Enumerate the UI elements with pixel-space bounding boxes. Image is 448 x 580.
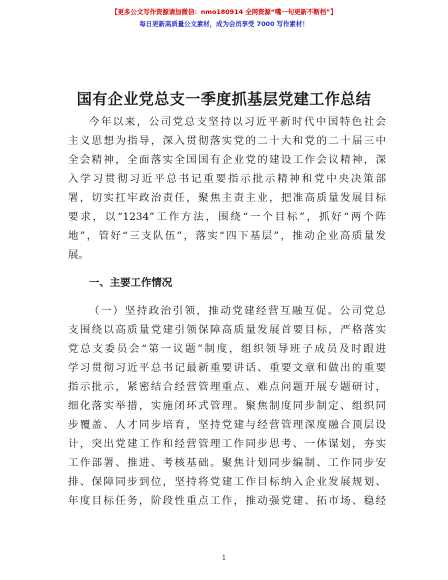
section-paragraph	[68, 302, 386, 511]
promo-banner-line-1: 【更多公文写作资源请加微信：nmo180914 全网资源“嘴一句更新不断档”】	[111, 8, 337, 16]
paragraph-line: 工作部署、推进、考核基础。聚焦计划同步编制、工作同步安	[68, 457, 386, 469]
paragraph-line: 地”，管好“三支队伍”，落实“四下基层”，推动企业高质量发	[68, 230, 386, 242]
document-body	[68, 113, 386, 511]
paragraph-line: 排、保障同步到位，坚持将党建工作目标纳入企业发展规划、	[68, 476, 386, 488]
paragraph-line: 署，切实扛牢政治责任，聚焦主责主业，把准高质量发展目标	[68, 192, 386, 204]
paragraph-line: （一）坚持政治引领，推动党建经营互融互促。公司党总	[89, 305, 386, 317]
paragraph-line: 细化落实举措，实施闭环式管理。聚焦制度同步制定、组织同	[68, 400, 386, 412]
paragraph-line: 入学习贯彻习近平总书记重要指示批示精神和党中央决策部	[68, 173, 386, 185]
document-title: 国有企业党总支一季度抓基层党建工作总结	[76, 90, 372, 108]
paragraph-line: 支围绕以高质量党建引领保障高质量发展首要目标，严格落实	[68, 324, 386, 336]
paragraph-line: 要求，以“1234”工作方法，围绕“一个目标”，抓好“两个阵	[68, 211, 386, 223]
paragraph-line: 全会精神，全面落实全国国有企业党的建设工作会议精神，深	[68, 154, 386, 166]
paragraph-line: 计，突出党建工作和经营管理工作同步思考、一体谋划，夯实	[68, 438, 386, 450]
paragraph-line: 步覆盖、人才同步培育，坚持党建与经营管理深度融合顶层设	[68, 419, 386, 431]
section-heading-text: 一、主要工作情况	[89, 277, 173, 289]
paragraph-line: 学习贯彻习近平总书记最新重要讲话、重要文章和做出的重要	[68, 362, 386, 374]
section-heading	[68, 274, 386, 293]
page-number: 1	[221, 554, 227, 562]
paragraph-line: 党总支委员会“第一议题”制度，组织领导班子成员及时跟进	[68, 343, 386, 355]
promo-banner	[0, 6, 448, 30]
paragraph-line: 年度目标任务，阶段性重点工作，推动强党建、拓市场、稳经	[68, 495, 386, 507]
paragraph-line: 主义思想为指导，深入贯彻落实党的二十大和党的二十届三中	[68, 135, 386, 147]
paragraph-line: 展。	[68, 249, 89, 261]
paragraph-line: 今年以来，公司党总支坚持以习近平新时代中国特色社会	[89, 116, 386, 128]
promo-banner-line-2: 每日更新高质量公文素材，成为会员享受 7000 写作素材！	[139, 20, 309, 28]
intro-paragraph	[68, 113, 386, 265]
paragraph-line: 指示批示，紧密结合经营管理重点、难点问题开展专题研讨，	[68, 381, 386, 393]
